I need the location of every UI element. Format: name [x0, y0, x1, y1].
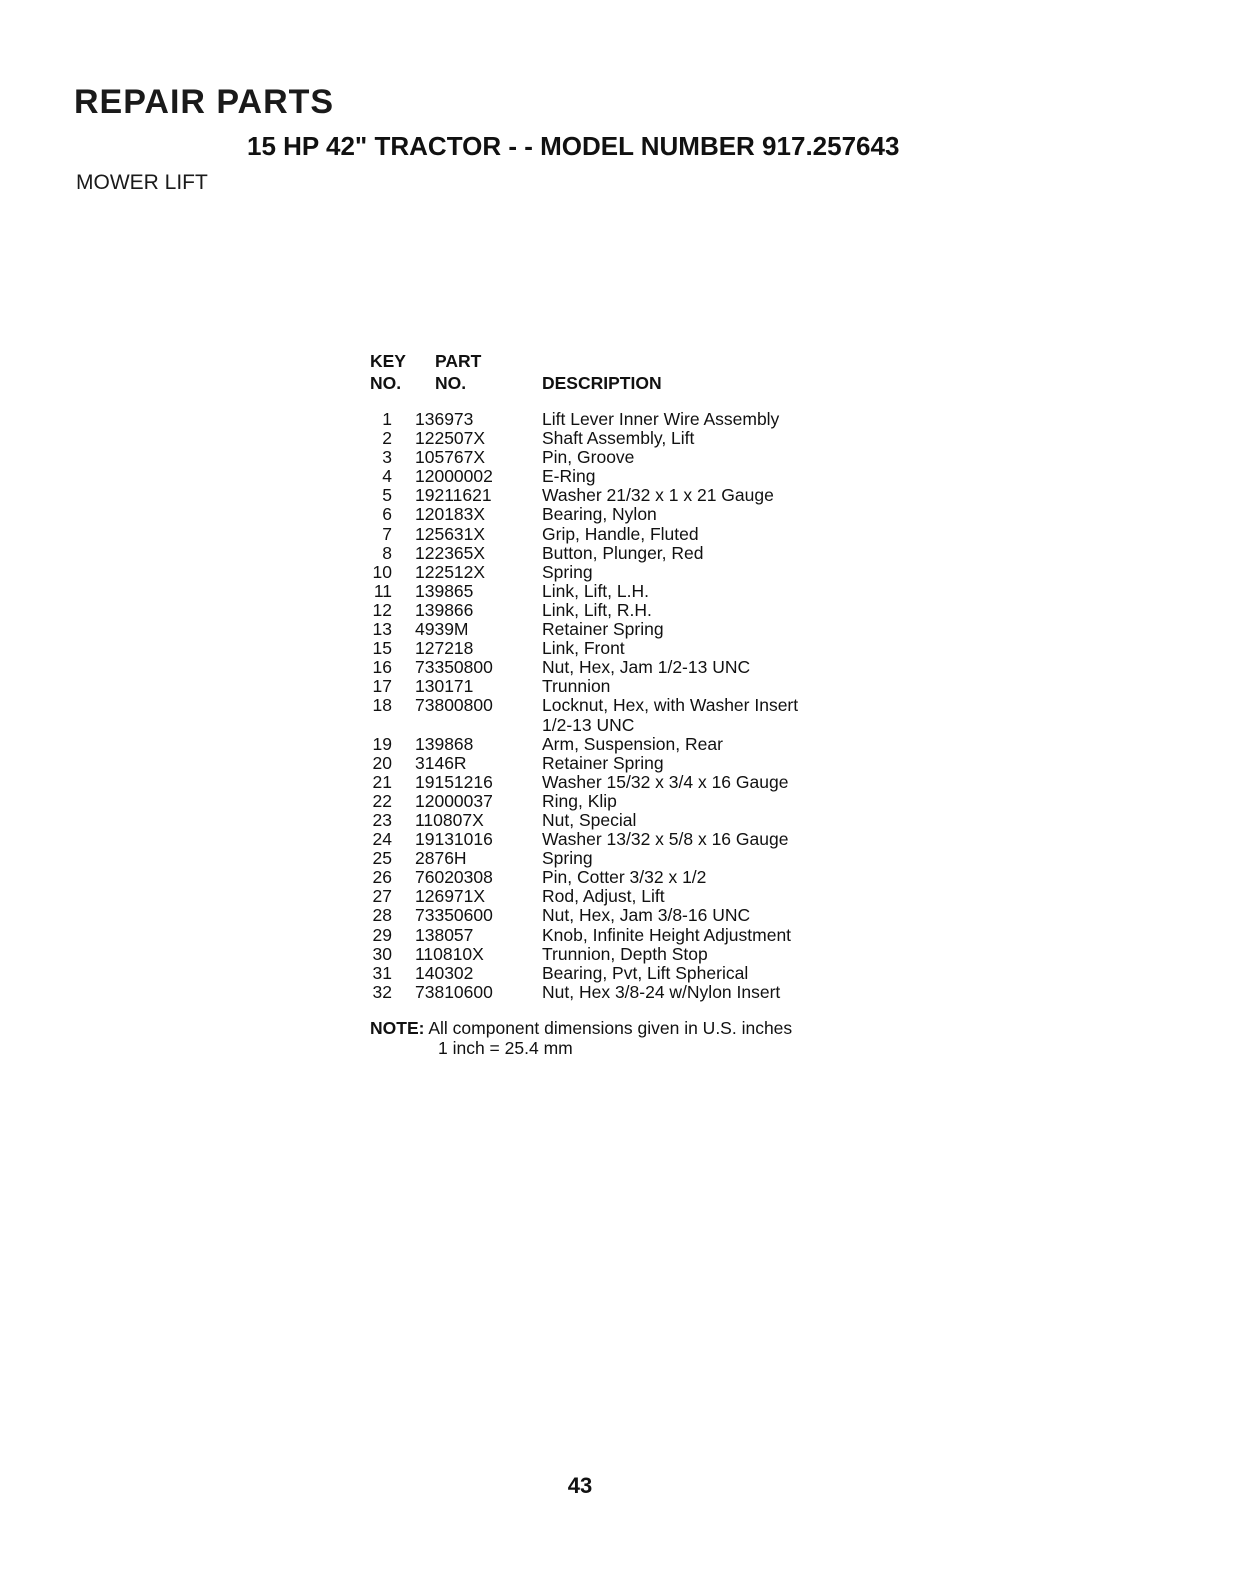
part-number: 3146R [415, 752, 467, 773]
part-description: Grip, Handle, Fluted [542, 523, 699, 544]
part-description: Locknut, Hex, with Washer Insert 1/2-13 UNC [542, 695, 799, 735]
table-row [370, 868, 890, 887]
table-row [370, 410, 890, 429]
page-number: 43 [567, 1473, 593, 1498]
part-number: 73810600 [415, 981, 493, 1002]
part-no-header [435, 350, 481, 394]
part-number: 73800800 [415, 695, 493, 716]
key-number: 19 [372, 733, 392, 754]
key-number: 12 [372, 599, 392, 620]
part-number: 12000002 [415, 466, 493, 487]
table-row [370, 887, 890, 906]
key-number: 31 [372, 962, 392, 983]
table-row [370, 906, 890, 925]
part-description: Nut, Hex, Jam 3/8-16 UNC [542, 905, 751, 926]
part-number: 138057 [415, 924, 474, 945]
key-number: 23 [372, 809, 392, 830]
part-number: 139866 [415, 599, 474, 620]
part-number: 122512X [415, 561, 486, 582]
table-row [370, 754, 890, 773]
part-description: Knob, Infinite Height Adjustment [542, 924, 792, 945]
table-row [370, 429, 890, 448]
part-number: 122507X [415, 428, 486, 449]
key-header-line2: NO. [370, 373, 402, 393]
part-description: Pin, Cotter 3/32 x 1/2 [542, 867, 707, 888]
part-number: 110807X [415, 809, 484, 830]
description-header: DESCRIPTION [542, 373, 662, 393]
part-description: Washer 21/32 x 1 x 21 Gauge [542, 485, 774, 506]
key-number: 6 [382, 504, 392, 525]
part-description: Link, Lift, L.H. [542, 580, 649, 601]
key-number: 21 [372, 771, 392, 792]
part-description: Trunnion [542, 676, 611, 697]
part-description: Ring, Klip [542, 790, 617, 811]
part-number: 4939M [415, 619, 469, 640]
part-description: Link, Front [542, 638, 625, 659]
part-description: Arm, Suspension, Rear [542, 733, 723, 754]
table-row [370, 467, 890, 486]
part-description: Rod, Adjust, Lift [542, 886, 665, 907]
part-description: Washer 15/32 x 3/4 x 16 Gauge [542, 771, 789, 792]
table-row [370, 811, 890, 830]
key-header-line1: KEY [370, 351, 406, 371]
parts-table [370, 350, 890, 1002]
table-body [370, 410, 890, 1002]
part-number: 2876H [415, 848, 467, 869]
table-row [370, 773, 890, 792]
part-number: 127218 [415, 638, 474, 659]
part-number: 76020308 [415, 867, 493, 888]
key-number: 30 [372, 943, 392, 964]
page-title: REPAIR PARTS [74, 83, 335, 121]
key-number: 25 [372, 848, 392, 869]
key-no-header [370, 350, 406, 394]
part-number: 139865 [415, 580, 474, 601]
key-number: 26 [372, 867, 392, 888]
table-row [370, 582, 890, 601]
table-row [370, 964, 890, 983]
part-number: 105767X [415, 447, 486, 468]
table-row [370, 620, 890, 639]
key-number: 7 [382, 523, 392, 544]
note-line1: All component dimensions given in U.S. inches [428, 1018, 793, 1038]
table-row [370, 525, 890, 544]
key-number: 24 [372, 829, 392, 850]
part-description: Spring [542, 848, 593, 869]
table-row [370, 544, 890, 563]
table-row [370, 505, 890, 524]
part-number: 73350600 [415, 905, 493, 926]
part-number: 139868 [415, 733, 474, 754]
key-number: 32 [372, 981, 392, 1002]
key-number: 13 [372, 619, 392, 640]
model-subtitle: 15 HP 42" TRACTOR - - MODEL NUMBER 917.257643 [247, 131, 900, 161]
part-description: Shaft Assembly, Lift [542, 428, 695, 449]
part-description: Washer 13/32 x 5/8 x 16 Gauge [542, 829, 789, 850]
part-number: 130171 [415, 676, 474, 697]
part-number: 125631X [415, 523, 486, 544]
key-number: 3 [382, 447, 392, 468]
key-number: 15 [372, 638, 392, 659]
key-number: 17 [372, 676, 392, 697]
key-number: 18 [372, 695, 392, 716]
part-header-line1: PART [435, 351, 482, 371]
part-description: Nut, Special [542, 809, 637, 830]
part-number: 120183X [415, 504, 486, 525]
section-heading: MOWER LIFT [76, 171, 208, 194]
part-description: E-Ring [542, 466, 596, 487]
key-number: 27 [372, 886, 392, 907]
part-number: 19151216 [415, 771, 493, 792]
part-number: 19211621 [415, 485, 492, 506]
part-description: Spring [542, 561, 593, 582]
part-number: 12000037 [415, 790, 493, 811]
key-number: 5 [382, 485, 392, 506]
table-row [370, 658, 890, 677]
part-number: 122365X [415, 542, 486, 563]
part-description: Bearing, Pvt, Lift Spherical [542, 962, 749, 983]
part-description: Retainer Spring [542, 619, 664, 640]
table-row [370, 486, 890, 505]
table-row [370, 677, 890, 696]
table-row [370, 849, 890, 868]
part-number: 140302 [415, 962, 474, 983]
part-description: Link, Lift, R.H. [542, 599, 652, 620]
key-number: 28 [372, 905, 392, 926]
key-number: 1 [382, 409, 392, 429]
part-header-line2: NO. [435, 373, 467, 393]
table-row [370, 448, 890, 467]
table-row [370, 792, 890, 811]
part-number: 136973 [415, 409, 474, 429]
table-row [370, 696, 890, 734]
part-description: Lift Lever Inner Wire Assembly [542, 409, 780, 429]
table-row [370, 983, 890, 1002]
table-row [370, 563, 890, 582]
table-row [370, 926, 890, 945]
table-row [370, 830, 890, 849]
table-row [370, 945, 890, 964]
table-row [370, 639, 890, 658]
key-number: 8 [382, 542, 392, 563]
part-description: Nut, Hex, Jam 1/2-13 UNC [542, 657, 751, 678]
key-number: 20 [372, 752, 392, 773]
key-number: 10 [372, 561, 392, 582]
key-number: 29 [372, 924, 392, 945]
part-description: Pin, Groove [542, 447, 635, 468]
part-description: Trunnion, Depth Stop [542, 943, 708, 964]
part-description: Retainer Spring [542, 752, 664, 773]
part-description: Button, Plunger, Red [542, 542, 704, 563]
note-label: NOTE: [370, 1018, 425, 1038]
key-number: 22 [372, 790, 392, 811]
table-header [370, 350, 890, 408]
part-number: 110810X [415, 943, 484, 964]
part-description: Bearing, Nylon [542, 504, 657, 525]
key-number: 11 [373, 580, 392, 601]
part-number: 19131016 [415, 829, 493, 850]
part-number: 73350800 [415, 657, 493, 678]
note-line2: 1 inch = 25.4 mm [438, 1037, 573, 1058]
key-number: 16 [372, 657, 392, 678]
part-number: 126971X [415, 886, 486, 907]
note [370, 1019, 792, 1058]
key-number: 2 [382, 428, 392, 449]
table-row [370, 735, 890, 754]
key-number: 4 [382, 466, 392, 487]
table-row [370, 601, 890, 620]
part-description: Nut, Hex 3/8-24 w/Nylon Insert [542, 981, 781, 1002]
